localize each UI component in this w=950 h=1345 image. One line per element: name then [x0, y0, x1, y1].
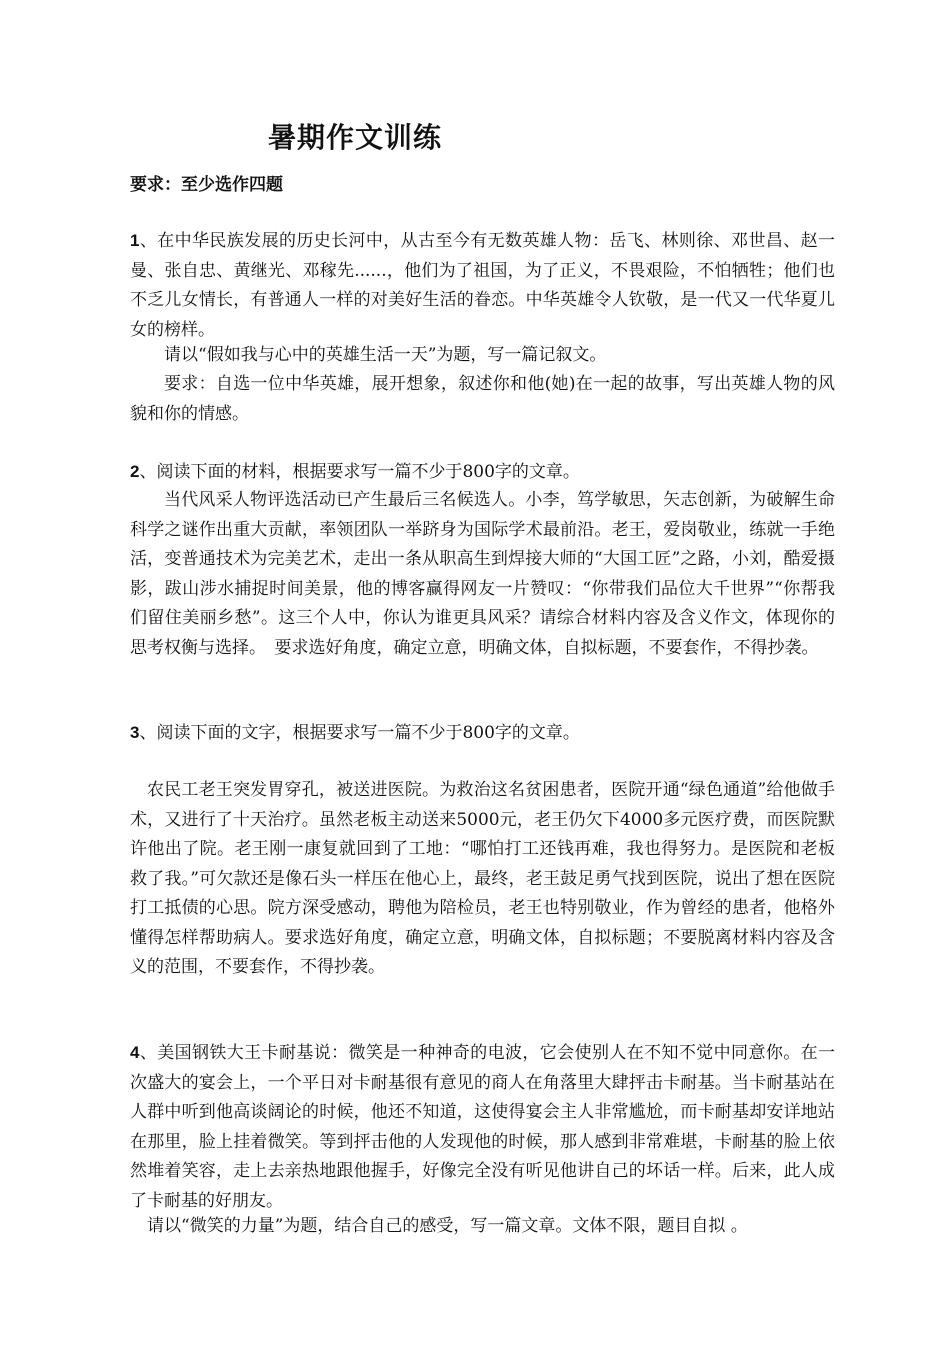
requirement-note: 要求：至少选作四题 — [130, 175, 283, 195]
question-1-material — [130, 226, 835, 345]
question-2-material: 当代风采人物评选活动已产生最后三名候选人。小李，笃学敏思，矢志创新，为破解生命科学之谜作出重大贡献，率领团队一举跻身为国际学术最前沿。老王，爱岗敬业，练就一手绝活，变普通技术为完美艺术，走出一条从职高生到焊接大师的“大国工匠”之路，小刘，酷爱摄影，跋山涉水捕捉时间美景，他的博客赢得网友一片赞叹：“你带我们品位大千世界”“你帮我们留住美丽乡愁”。这三个人中，你认为谁更具风采？请综合材料内容及含义作文，体现你的思考权衡与选择。 要求选好角度，确定立意，明确文体，自拟标题，不要套作，不得抄袭。 — [130, 490, 835, 658]
question-3-text: 、阅读下面的文字，根据要求写一篇不少于800字的文章。 — [139, 723, 580, 743]
document-title: 暑期作文训练 — [268, 121, 443, 154]
question-3-number: 3 — [130, 723, 140, 742]
question-1-text: 、在中华民族发展的历史长河中，从古至今有无数英雄人物：岳飞、林则徐、邓世昌、赵一曼、张自忠、黄继光、邓稼先......，他们为了祖国，为了正义，不畏艰险，不怕牺牲；他们也不乏儿女情长，有普通人一样的对美好生活的眷恋。中华英雄令人钦敬，是一代又一代华夏儿女的榜样。 — [130, 231, 835, 340]
question-1-number: 1 — [130, 231, 140, 250]
question-3-material: 农民工老王突发胃穿孔，被送进医院。为救治这名贫困患者，医院开通“绿色通道”给他做手术，又进行了十天治疗。虽然老板主动送来5000元，老王仍欠下4000多元医疗费，而医院默许他出了院。老王刚一康复就回到了工地：“哪怕打工还钱再难，我也得努力。是医院和老板救了我。”可欠款还是像石头一样压在他心上，最终，老王鼓足勇气找到医院，说出了想在医院打工抵债的心思。院方深受感动，聘他为陪检员，老王也特别敬业，作为曾经的患者，他格外懂得怎样帮助病人。要求选好角度，确定立意，明确文体，自拟标题；不要脱离材料内容及含义的范围，不要套作，不得抄袭。 — [130, 780, 835, 977]
question-2-text: 、阅读下面的材料，根据要求写一篇不少于800字的文章。 — [139, 462, 580, 482]
question-2-instruction — [130, 457, 835, 488]
question-4-text: 、美国钢铁大王卡耐基说：微笑是一种神奇的电波，它会使别人在不知不觉中同意你。在一次盛大的宴会上，一个平日对卡耐基很有意见的商人在角落里大肆抨击卡耐基。当卡耐基站在人群中听到他高谈阔论的时候，他还不知道，这使得宴会主人非常尴尬，而卡耐基却安详地站在那里，脸上挂着微笑。等到抨击他的人发现他的时候，那人感到非常难堪，卡耐基的脸上依然堆着笑容，走上去亲热地跟他握手，好像完全没有听见他讲自己的坏话一样。后来，此人成了卡耐基的好朋友。 — [130, 1043, 835, 1211]
question-1-requirement: 要求：自选一位中华英雄，展开想象，叙述你和他(她)在一起的故事，写出英雄人物的风貌和你的情感。 — [130, 374, 835, 424]
question-1-prompt: 请以“假如我与心中的英雄生活一天”为题，写一篇记叙文。 — [164, 345, 607, 365]
question-2-number: 2 — [130, 462, 140, 481]
question-3-instruction — [130, 718, 835, 749]
question-4-material — [130, 1038, 835, 1216]
question-4-number: 4 — [130, 1043, 140, 1062]
question-4-prompt: 请以“微笑的力量”为题，结合自己的感受，写一篇文章。文体不限，题目自拟 。 — [147, 1216, 748, 1236]
